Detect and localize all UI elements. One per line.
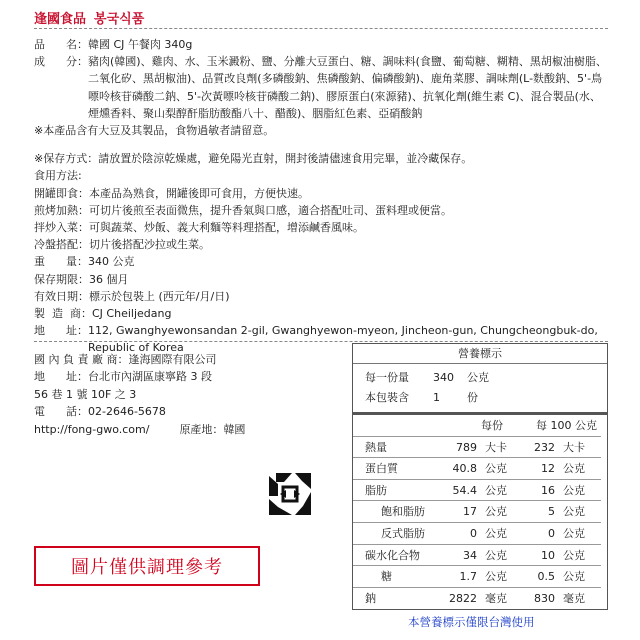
per-serving-value: 0	[433, 523, 483, 545]
per-100g-value: 5	[515, 501, 561, 523]
usage-item	[34, 202, 610, 219]
usage-item	[34, 236, 610, 253]
usage-text: 切片後搭配沙拉或生菜。	[89, 238, 210, 252]
nutrition-grid	[353, 412, 607, 609]
product-info	[34, 36, 610, 357]
origin-label: 原產地：	[179, 422, 224, 436]
per-serving-unit: 公克	[483, 566, 515, 588]
expiry-row	[34, 288, 610, 305]
per-serving-unit: 毫克	[485, 591, 507, 605]
per-100g-unit: 公克	[561, 480, 601, 502]
usage-title: 食用方法:	[34, 169, 82, 183]
per-100g-value: 830	[534, 591, 555, 605]
serving-size-unit: 公克	[467, 371, 489, 384]
nutrient-name: 蛋白質	[353, 458, 433, 480]
per-serving-unit: 公克	[483, 458, 515, 480]
usage-item	[34, 185, 610, 202]
weight-value: 340 公克	[87, 255, 135, 269]
origin-value: 韓國	[223, 422, 246, 436]
expiry-label: 有效日期：	[34, 289, 89, 303]
usage-text: 本產品為熟食，開罐後即可食用，方便快速。	[89, 186, 309, 200]
per-100g-value: 0.5	[515, 566, 561, 588]
per-100g-value: 232	[515, 437, 561, 459]
nutrition-table	[352, 343, 608, 610]
storage-note: ※保存方式：請放置於陰涼乾燥處，避免陽光直射，開封後請儘速食用完畢，並冷藏保存。	[34, 152, 473, 166]
per-100g-unit: 公克	[561, 566, 601, 588]
nutrient-name: 脂肪	[353, 480, 433, 502]
per-100g-value: 0	[515, 523, 561, 545]
shelf-life-label: 保存期限：	[34, 272, 89, 286]
usage-item	[34, 219, 610, 236]
brand-name-ko: 봉국식품	[94, 12, 145, 27]
per-100g-value: 12	[515, 458, 561, 480]
nutrient-name: 飽和脂肪	[353, 501, 433, 523]
expiry-value: 標示於包裝上 (西元年/月/日)	[89, 289, 230, 303]
ingredients-row	[34, 53, 610, 122]
per-100g-unit: 公克	[561, 501, 601, 523]
servings-unit: 份	[467, 391, 478, 404]
per-100g-value: 10	[515, 545, 561, 567]
nutrient-name: 糖	[353, 566, 433, 588]
per-100g-unit: 公克	[561, 458, 601, 480]
serving-size-value: 340	[433, 371, 454, 384]
nutrient-name: 反式脂肪	[353, 523, 433, 545]
per-serving-value: 40.8	[433, 458, 483, 480]
phone-label: 電 話：	[34, 405, 88, 419]
per-100g-unit: 毫克	[563, 591, 585, 605]
recycle-icon	[266, 470, 314, 518]
per-100g-unit: 大卡	[561, 437, 601, 459]
nutrient-name: 熱量	[353, 437, 433, 459]
ingredients-value: 豬肉(韓國)、雞肉、水、玉米澱粉、鹽、分離大豆蛋白、糖、調味料(食鹽、葡萄糖、糊精、黑胡椒油樹脂、二氧化矽、黑胡椒油)、品質改良劑(多磷酸鈉、焦磷酸鈉、偏磷酸鈉)、鹿角菜膠、調味劑(L-麩酸鈉、5'-鳥嘌呤核苷磷酸二鈉、5'-次黃嘌呤核苷磷酸二鈉)、膠原蛋白(來源豬)、抗氧化劑(維生素 C)、混合製品(水、煙燻香料、聚山梨醇酐脂肪酸酯八十、醋酸)、胭脂紅色素、亞硝酸鈉	[87, 55, 607, 120]
website-link[interactable]: http://fong-gwo.com/	[34, 422, 150, 436]
per-serving-unit: 大卡	[483, 437, 515, 459]
per-100g-header: 每 100 公克	[515, 415, 601, 437]
shelf-life-row	[34, 271, 610, 288]
nutrient-name: 碳水化合物	[353, 545, 433, 567]
servings-row	[353, 388, 607, 408]
phone-row	[34, 403, 354, 420]
usage-label: 開罐即食：	[34, 186, 89, 200]
manufacturer-label: 製 造 商：	[34, 307, 92, 321]
per-serving-unit: 公克	[483, 545, 515, 567]
importer-address-row	[34, 368, 354, 385]
per-100g-unit: 公克	[561, 545, 601, 567]
website-row	[34, 421, 354, 438]
weight-row	[34, 253, 610, 270]
per-serving-unit: 公克	[483, 501, 515, 523]
per-serving-value: 2822	[449, 591, 477, 605]
weight-label: 重 量：	[34, 255, 88, 269]
per-serving-unit: 公克	[483, 480, 515, 502]
usage-label: 冷盤搭配：	[34, 238, 89, 252]
per-serving-value: 1.7	[433, 566, 483, 588]
importer-address-line1: 台北市內湖區康寧路 3 段	[87, 370, 212, 384]
servings-value: 1	[433, 391, 440, 404]
importer-value: 逢海國際有限公司	[128, 353, 217, 366]
nutrition-title: 營養標示	[353, 344, 607, 364]
manufacturer-row	[34, 305, 610, 322]
manufacturer-value: CJ Cheiljedang	[92, 307, 172, 321]
importer-info	[34, 351, 354, 438]
per-serving-unit: 公克	[483, 523, 515, 545]
shelf-life-value: 36 個月	[89, 272, 129, 286]
header-divider	[34, 28, 608, 29]
disclaimer-stamp: 圖片僅供調理參考	[34, 546, 260, 586]
importer-row	[34, 351, 354, 368]
manufacturer-address-value: 112, Gwanghyewonsandan 2-gil, Gwanghyewon-myeon, Jincheon-gun, Chungcheongbuk-do, Republic of Korea	[87, 324, 598, 355]
ingredients-label: 成 分：	[34, 55, 88, 69]
importer-address-label: 地 址：	[34, 370, 88, 384]
product-name-value: 韓國 CJ 午餐肉 340g	[87, 38, 193, 51]
brand-name-zh: 逢國食品	[34, 12, 87, 27]
importer-address-line2: 56 巷 1 號 10F 之 3	[34, 387, 137, 401]
serving-size-row	[353, 368, 607, 388]
section-divider	[34, 341, 608, 342]
manufacturer-address-label: 地 址：	[34, 324, 88, 338]
per-serving-header: 每份	[353, 415, 515, 437]
per-serving-value: 34	[433, 545, 483, 567]
product-name-row	[34, 36, 610, 53]
allergen-note: ※本產品含有大豆及其製品，食物過敏者請留意。	[34, 124, 275, 138]
nutrition-footnote: 本營養標示僅限台灣使用	[408, 615, 535, 629]
product-name-label: 品 名：	[34, 38, 88, 51]
per-serving-value: 54.4	[433, 480, 483, 502]
usage-label: 拌炒入菜：	[34, 221, 89, 235]
phone-value: 02-2646-5678	[87, 405, 166, 419]
per-serving-value: 17	[433, 501, 483, 523]
nutrient-name: 鈉	[365, 591, 376, 605]
per-serving-value: 789	[433, 437, 483, 459]
usage-label: 煎烤加熱：	[34, 203, 89, 217]
importer-label: 國 內 負 責 廠 商：	[34, 353, 129, 366]
per-100g-unit: 公克	[561, 523, 601, 545]
serving-size-label: 每一份量	[365, 371, 409, 384]
servings-label: 本包裝含	[365, 391, 409, 404]
per-100g-value: 16	[515, 480, 561, 502]
usage-text: 可切片後煎至表面微焦，提升香氣與口感，適合搭配吐司、蛋料理或便當。	[89, 203, 452, 217]
usage-text: 可與蔬菜、炒飯、義大利麵等料理搭配，增添鹹香風味。	[89, 221, 364, 235]
brand-header	[34, 8, 144, 27]
